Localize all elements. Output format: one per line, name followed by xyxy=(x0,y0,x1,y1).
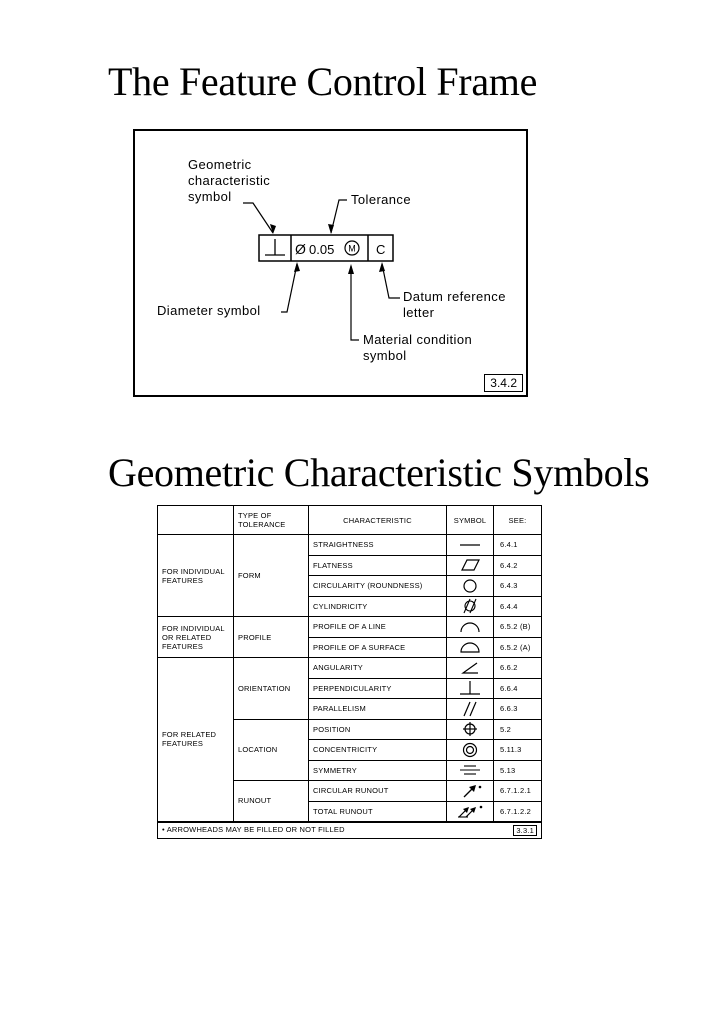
type-orientation: ORIENTATION xyxy=(234,658,309,720)
header-see: SEE: xyxy=(494,506,542,535)
datum-letter: C xyxy=(376,242,386,257)
symbols-table xyxy=(157,505,542,839)
perpendicularity-icon xyxy=(447,678,494,699)
table-header-row xyxy=(158,506,542,535)
see-cell: 6.4.1 xyxy=(494,535,542,556)
profile-surface-icon xyxy=(447,637,494,658)
diameter-symbol: Ø xyxy=(295,241,306,257)
material-condition-letter: M xyxy=(348,243,356,254)
characteristic-cell: FLATNESS xyxy=(309,555,447,576)
see-cell: 5.2 xyxy=(494,719,542,740)
header-characteristic: CHARACTERISTIC xyxy=(309,506,447,535)
circular-runout-icon xyxy=(447,781,494,802)
see-cell: 5.11.3 xyxy=(494,740,542,761)
see-cell: 6.4.4 xyxy=(494,596,542,617)
flatness-icon xyxy=(447,555,494,576)
angularity-icon xyxy=(447,658,494,679)
table-footnote: • ARROWHEADS MAY BE FILLED OR NOT FILLED xyxy=(162,824,345,834)
label-characteristic: characteristic xyxy=(188,173,271,188)
characteristic-cell: CONCENTRICITY xyxy=(309,740,447,761)
characteristic-cell: PARALLELISM xyxy=(309,699,447,720)
label-material-condition: Material condition xyxy=(363,332,473,347)
label-geometric: Geometric xyxy=(188,157,252,172)
parallelism-icon xyxy=(447,699,494,720)
group-individual: FOR INDIVIDUAL FEATURES xyxy=(158,535,234,617)
see-cell: 6.5.2 (A) xyxy=(494,637,542,658)
characteristic-cell: PERPENDICULARITY xyxy=(309,678,447,699)
page-title-feature-control-frame: The Feature Control Frame xyxy=(108,59,538,104)
characteristic-cell: TOTAL RUNOUT xyxy=(309,801,447,822)
type-profile: PROFILE xyxy=(234,617,309,658)
table-footer-row xyxy=(158,822,542,839)
label-material-symbol: symbol xyxy=(363,348,407,363)
mmc-circle-icon xyxy=(345,241,359,255)
characteristic-cell: POSITION xyxy=(309,719,447,740)
concentricity-icon xyxy=(447,740,494,761)
characteristic-cell: CIRCULARITY (ROUNDNESS) xyxy=(309,576,447,597)
table-row xyxy=(158,535,542,556)
characteristic-cell: PROFILE OF A SURFACE xyxy=(309,637,447,658)
figure-id: 3.4.2 xyxy=(484,374,523,392)
header-type: TYPE OF TOLERANCE xyxy=(234,506,309,535)
table-row xyxy=(158,658,542,679)
straightness-icon xyxy=(447,535,494,556)
see-cell: 6.5.2 (B) xyxy=(494,617,542,638)
total-runout-icon xyxy=(447,801,494,822)
label-datum-reference: Datum reference xyxy=(403,289,506,304)
see-cell: 6.4.3 xyxy=(494,576,542,597)
profile-line-icon xyxy=(447,617,494,638)
type-form: FORM xyxy=(234,535,309,617)
see-cell: 6.4.2 xyxy=(494,555,542,576)
type-location: LOCATION xyxy=(234,719,309,781)
see-cell: 6.7.1.2.2 xyxy=(494,801,542,822)
group-related: FOR RELATED FEATURES xyxy=(158,658,234,822)
cylindricity-icon xyxy=(447,596,494,617)
symmetry-icon xyxy=(447,760,494,781)
characteristic-cell: ANGULARITY xyxy=(309,658,447,679)
see-cell: 5.13 xyxy=(494,760,542,781)
characteristic-cell: CYLINDRICITY xyxy=(309,596,447,617)
type-runout: RUNOUT xyxy=(234,781,309,822)
position-icon xyxy=(447,719,494,740)
see-cell: 6.6.2 xyxy=(494,658,542,679)
label-diameter-symbol: Diameter symbol xyxy=(157,303,261,318)
table-figure-id: 3.3.1 xyxy=(513,825,537,836)
see-cell: 6.6.4 xyxy=(494,678,542,699)
characteristic-cell: STRAIGHTNESS xyxy=(309,535,447,556)
header-symbol: SYMBOL xyxy=(447,506,494,535)
tolerance-value: 0.05 xyxy=(309,242,335,257)
label-tolerance: Tolerance xyxy=(351,192,411,207)
see-cell: 6.6.3 xyxy=(494,699,542,720)
label-symbol: symbol xyxy=(188,189,232,204)
table-footnote-cell xyxy=(158,822,542,839)
table-row xyxy=(158,617,542,638)
characteristic-cell: CIRCULAR RUNOUT xyxy=(309,781,447,802)
characteristic-cell: SYMMETRY xyxy=(309,760,447,781)
circularity-icon xyxy=(447,576,494,597)
perpendicularity-icon xyxy=(265,239,285,255)
feature-control-frame-figure xyxy=(133,129,528,397)
page-title-symbols: Geometric Characteristic Symbols xyxy=(108,450,650,495)
header-group xyxy=(158,506,234,535)
group-individual-or-related: FOR INDIVIDUAL OR RELATED FEATURES xyxy=(158,617,234,658)
characteristic-cell: PROFILE OF A LINE xyxy=(309,617,447,638)
label-letter: letter xyxy=(403,305,435,320)
see-cell: 6.7.1.2.1 xyxy=(494,781,542,802)
